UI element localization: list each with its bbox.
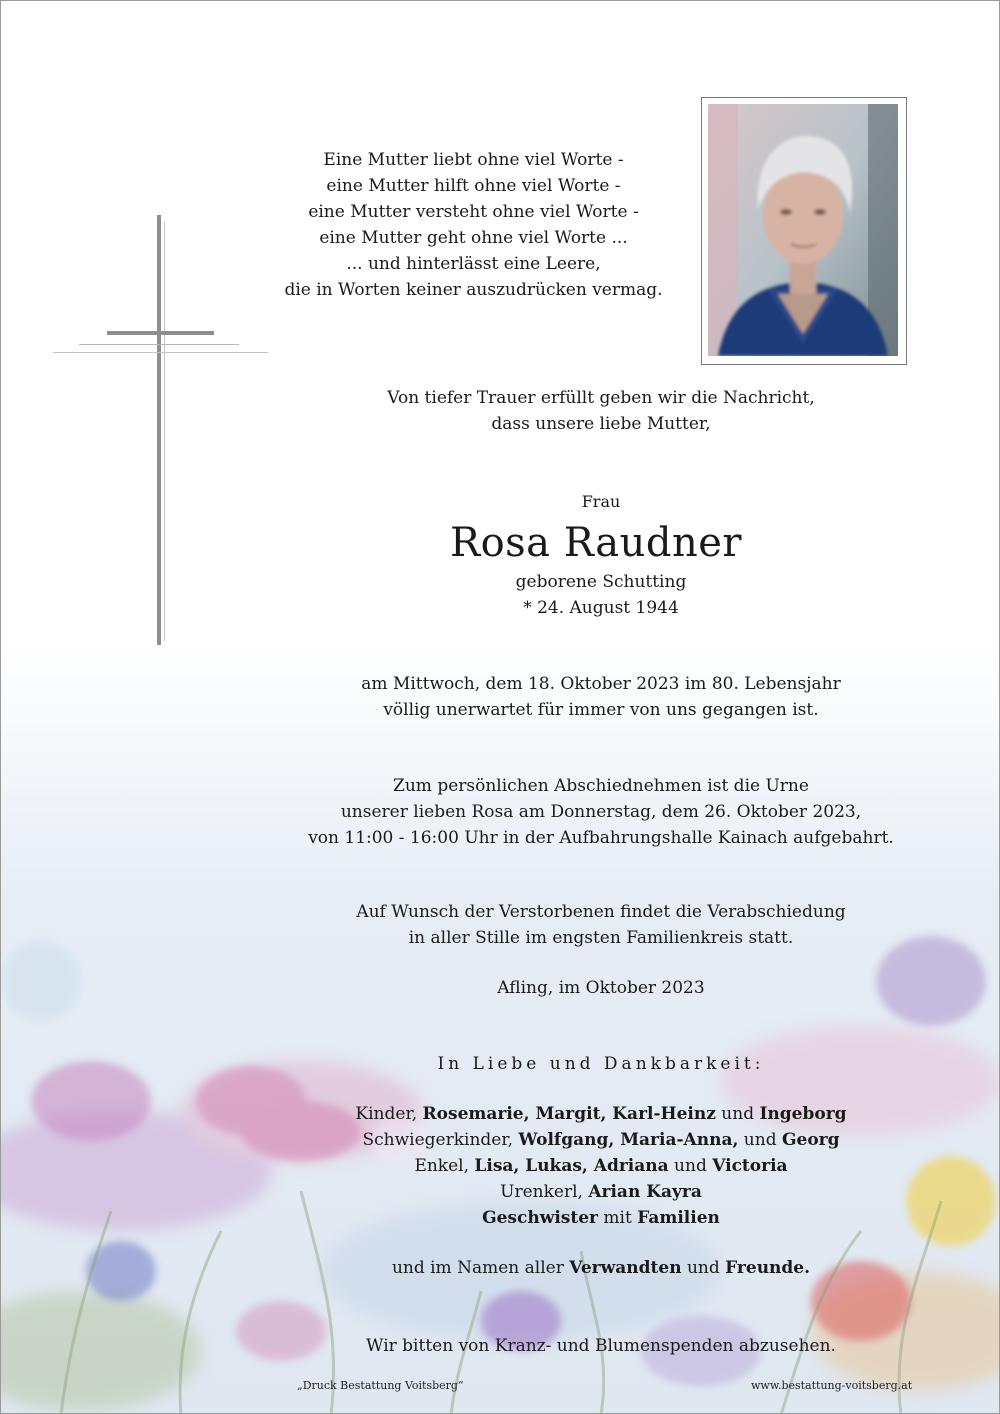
farewell-info bbox=[261, 899, 941, 951]
relatives-bold: Verwandten bbox=[569, 1258, 682, 1278]
flowers-note: Wir bitten von Kranz- und Blumenspenden abzusehen. bbox=[366, 1336, 836, 1356]
family-conjunction: und bbox=[715, 1104, 760, 1124]
farewell-line: in aller Stille im engsten Familienkreis statt. bbox=[408, 928, 794, 948]
family-label: Urenkerl, bbox=[500, 1182, 589, 1202]
viewing-line: unserer lieben Rosa am Donnerstag, dem 26. Oktober 2023, bbox=[340, 802, 862, 822]
family-line-great-grandchildren bbox=[261, 1179, 941, 1205]
family-names: Arian Kayra bbox=[588, 1182, 702, 1202]
family-conjunction: und bbox=[738, 1130, 782, 1150]
poem-line: eine Mutter hilft ohne viel Worte - bbox=[326, 176, 621, 196]
viewing-info bbox=[261, 773, 941, 851]
portrait-photo bbox=[708, 104, 898, 356]
maiden-name: geborene Schutting bbox=[515, 572, 687, 592]
family-names: Lisa, Lukas, Adriana bbox=[474, 1156, 669, 1176]
family-conjunction: mit bbox=[598, 1208, 638, 1228]
footer-printer: „Druck Bestattung Voitsberg“ bbox=[297, 1379, 464, 1392]
family-line-grandchildren bbox=[261, 1153, 941, 1179]
death-line: am Mittwoch, dem 18. Oktober 2023 im 80. Lebensjahr bbox=[361, 674, 841, 694]
place-date: Afling, im Oktober 2023 bbox=[497, 978, 705, 998]
poem-line: Eine Mutter liebt ohne viel Worte - bbox=[323, 150, 624, 170]
poem-line: ... und hinterlässt eine Leere, bbox=[346, 254, 601, 274]
birth-details bbox=[261, 569, 941, 621]
family-names: Georg bbox=[781, 1130, 840, 1150]
closing-heading: In Liebe und Dankbarkeit: bbox=[437, 1054, 765, 1074]
deceased-name: Rosa Raudner bbox=[449, 520, 743, 566]
family-label: Enkel, bbox=[414, 1156, 475, 1176]
family-line-siblings bbox=[261, 1205, 941, 1231]
viewing-line: Zum persönlichen Abschiednehmen ist die Urne bbox=[393, 776, 809, 796]
family-line-inlaws bbox=[261, 1127, 941, 1153]
family-names: Ingeborg bbox=[759, 1104, 847, 1124]
family-names: Victoria bbox=[712, 1156, 788, 1176]
announcement-line: dass unsere liebe Mutter, bbox=[491, 414, 711, 434]
poem-line: die in Worten keiner auszudrücken vermag. bbox=[284, 280, 663, 300]
family-line-children bbox=[261, 1101, 941, 1127]
relatives-text: und im Namen aller bbox=[391, 1258, 570, 1278]
birth-date: * 24. August 1944 bbox=[523, 598, 679, 618]
poem-line: eine Mutter geht ohne viel Worte ... bbox=[319, 228, 628, 248]
family-names: Wolfgang, Maria-Anna, bbox=[518, 1130, 739, 1150]
family-names: Geschwister bbox=[482, 1208, 598, 1228]
family-label: Schwiegerkinder, bbox=[362, 1130, 519, 1150]
salutation: Frau bbox=[581, 492, 621, 511]
relatives-line bbox=[261, 1255, 941, 1281]
death-line: völlig unerwartet für immer von uns gegangen ist. bbox=[383, 700, 819, 720]
family-conjunction: und bbox=[668, 1156, 713, 1176]
portrait-frame bbox=[701, 97, 907, 365]
announcement-line: Von tiefer Trauer erfüllt geben wir die Nachricht, bbox=[387, 388, 815, 408]
farewell-line: Auf Wunsch der Verstorbenen findet die Verabschiedung bbox=[356, 902, 846, 922]
relatives-bold: Freunde. bbox=[725, 1258, 811, 1278]
family-names: Familien bbox=[637, 1208, 720, 1228]
family-label: Kinder, bbox=[355, 1104, 423, 1124]
death-notice bbox=[261, 671, 941, 723]
family-names: Rosemarie, Margit, Karl-Heinz bbox=[422, 1104, 716, 1124]
family-list bbox=[261, 1101, 941, 1231]
poem-line: eine Mutter versteht ohne viel Worte - bbox=[308, 202, 639, 222]
announcement bbox=[261, 385, 941, 437]
relatives-text: und bbox=[681, 1258, 726, 1278]
viewing-line: von 11:00 - 16:00 Uhr in der Aufbahrungshalle Kainach aufgebahrt. bbox=[308, 828, 894, 848]
footer-website-link[interactable]: www.bestattung-voitsberg.at bbox=[751, 1379, 913, 1392]
poem bbox=[251, 147, 696, 303]
